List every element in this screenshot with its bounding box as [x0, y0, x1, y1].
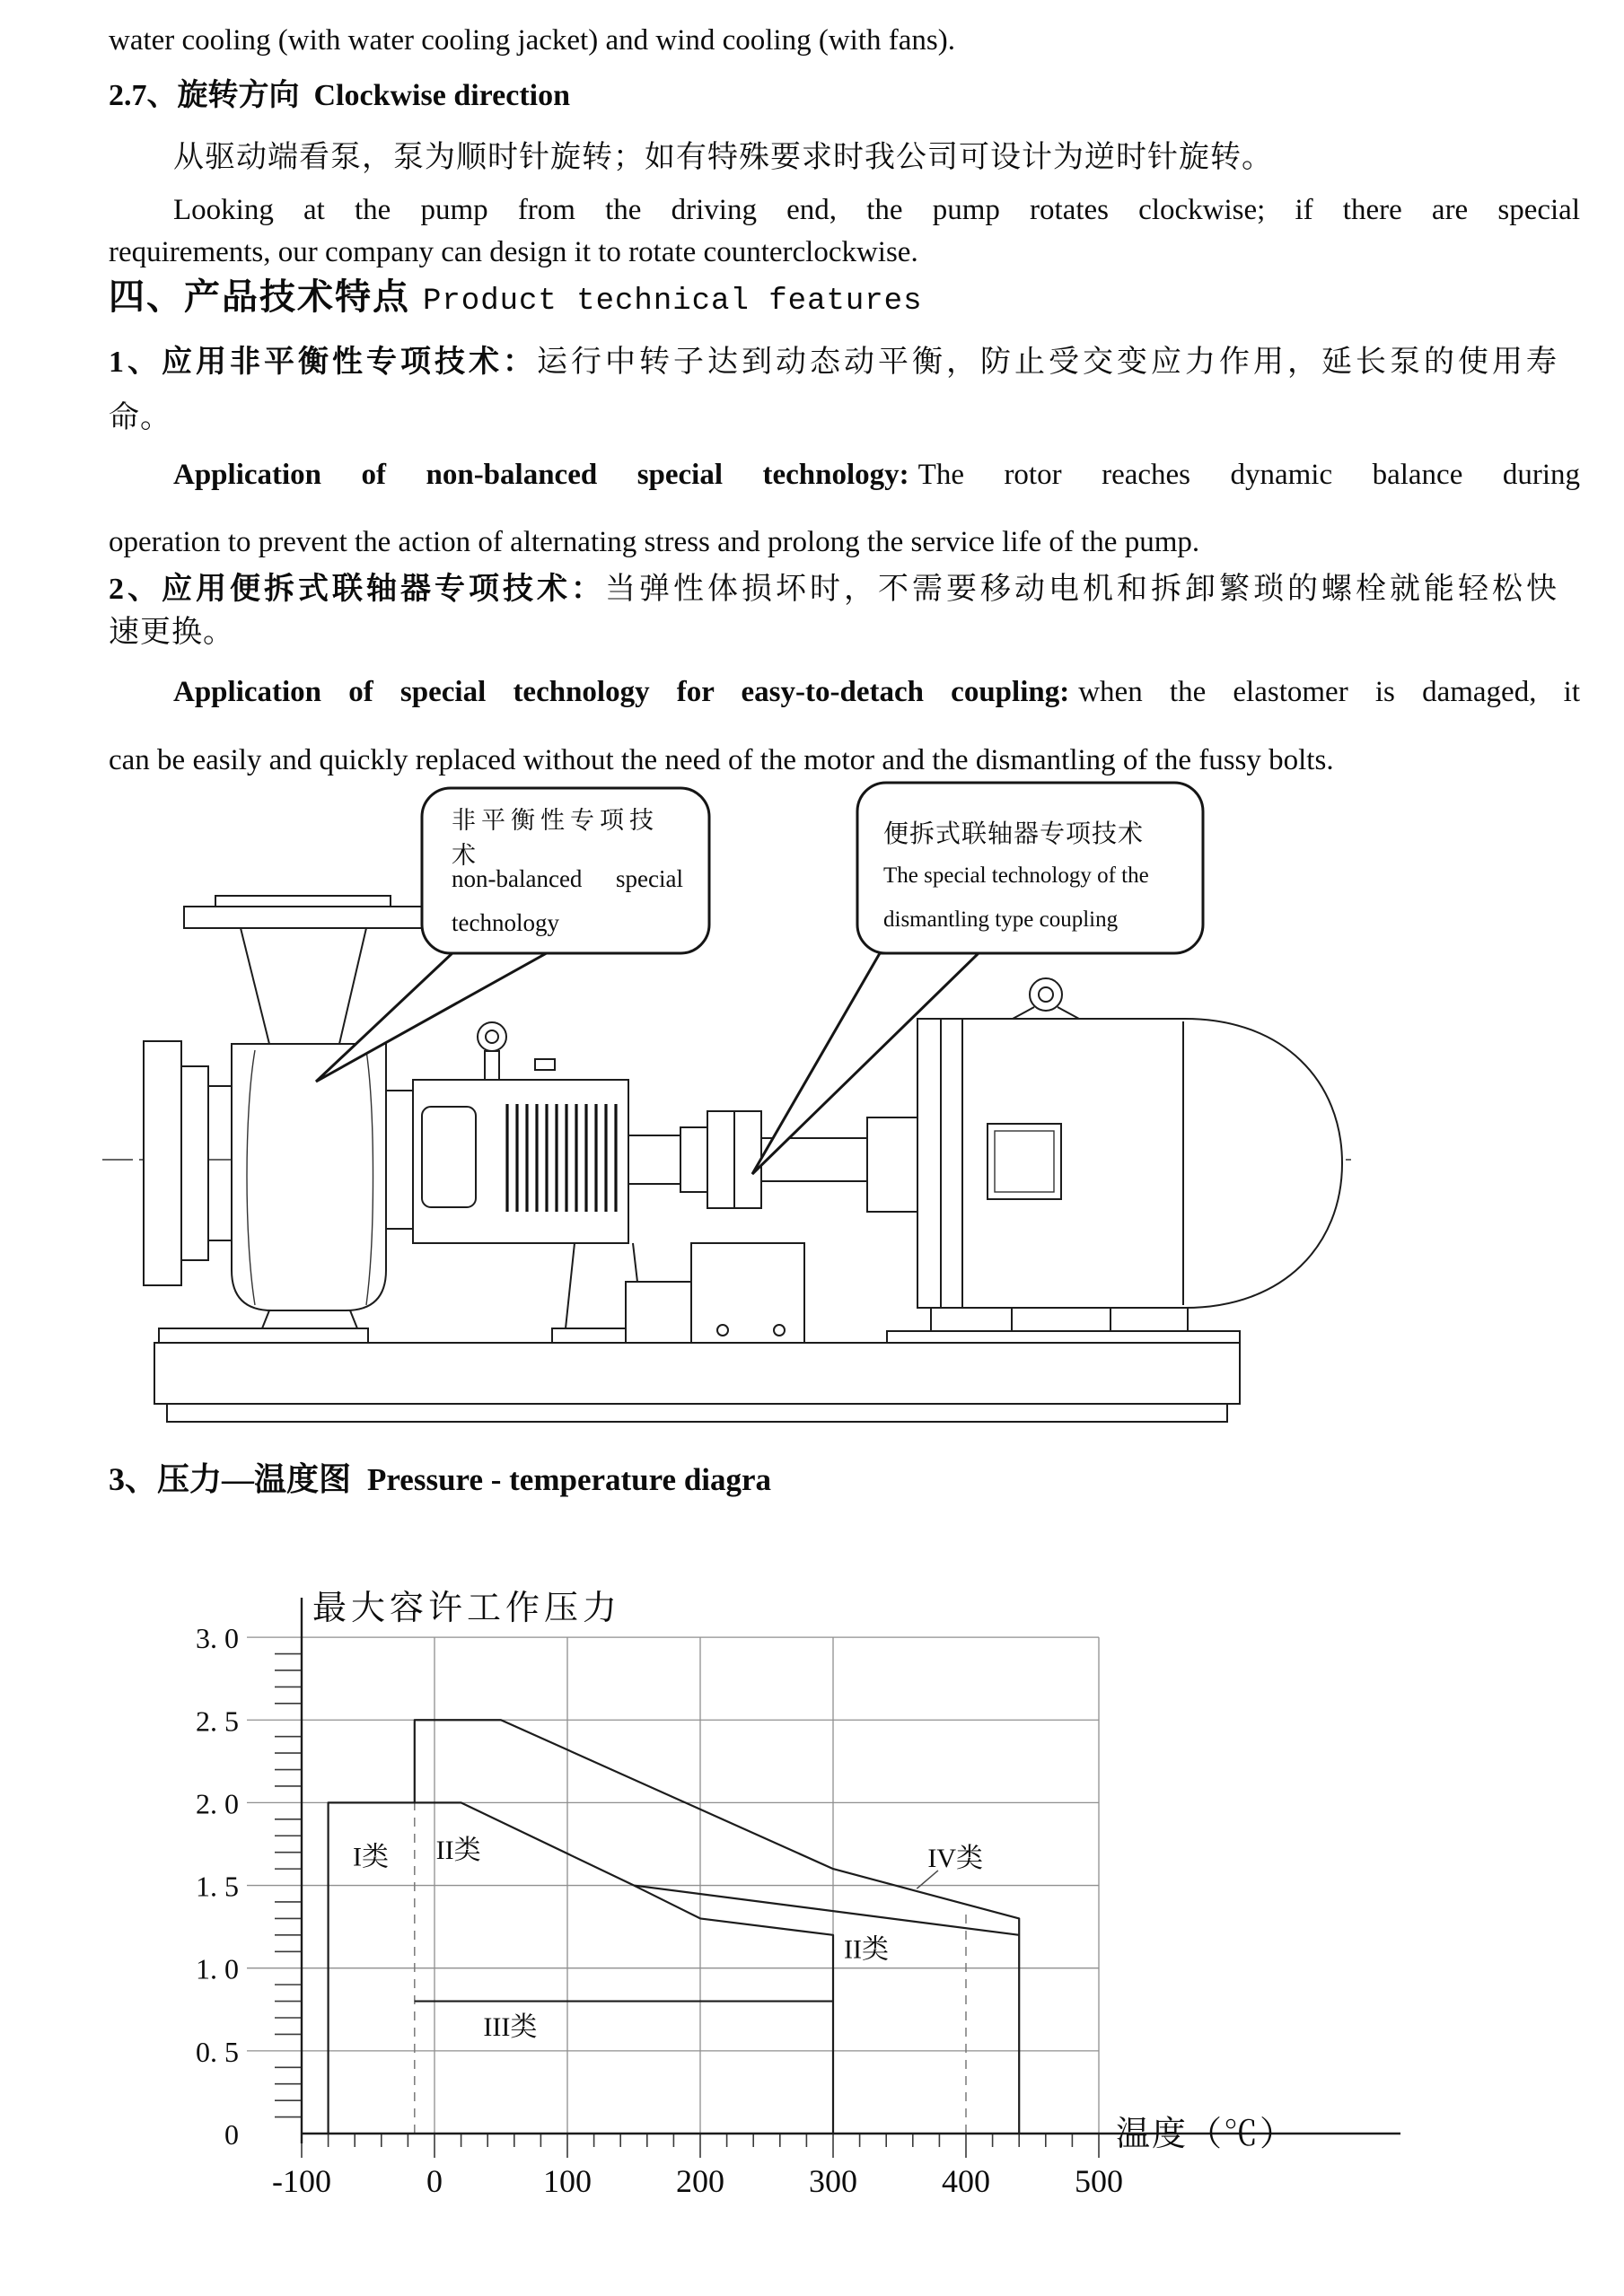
region-label: IV类 — [927, 1844, 983, 1874]
item1-zh-line1 — [109, 344, 1572, 381]
y-tick-label: 2. 5 — [196, 1704, 239, 1738]
x-tick-label: 400 — [942, 2163, 990, 2199]
item2-zh-rest: 当弹性体损坏时，不需要移动电机和拆卸繁琐的螺栓就能轻松快 — [605, 573, 1560, 606]
series-class-II-upper-branch — [634, 1886, 1019, 1935]
x-axis-label: 温度（℃） — [1116, 2116, 1296, 2153]
section-2-7-paragraph-en-line1: Looking at the pump from the driving end, the pump rotates clockwise; if there are special — [173, 194, 1580, 226]
pressure-temperature-chart — [0, 1562, 1624, 2271]
item1-en-rest: The rotor reaches dynamic balance during — [917, 459, 1580, 491]
motor-terminal-box — [988, 1124, 1061, 1199]
section-4-heading-en: Product technical features — [423, 285, 923, 319]
y-tick-label: 3. 0 — [196, 1622, 239, 1655]
item2-en-rest: when the elastomer is damaged, it — [1078, 676, 1580, 708]
item2-zh-lead: 2、应用便拆式联轴器专项技术： — [109, 573, 605, 606]
section-3-heading — [109, 1460, 1515, 1500]
section-4-heading — [109, 278, 1515, 320]
item1-zh-rest: 运行中转子达到动态动平衡，防止受交变应力作用，延长泵的使用寿 — [537, 346, 1560, 379]
y-tick-label: 2. 0 — [196, 1787, 239, 1820]
series-class-II-lower-branch — [634, 1886, 833, 2134]
section-2-7-paragraph-en-line2: requirements, our company can design it to rotate counterclockwise. — [109, 236, 918, 268]
bearing-frame — [413, 1022, 655, 1343]
seal-housing — [386, 1091, 413, 1229]
item1-zh-line2: 命。 — [109, 401, 171, 434]
motor-foot — [931, 1308, 1012, 1331]
callout-right-text — [883, 810, 1192, 942]
item1-en-lead: Application of non-balanced special technology: — [173, 459, 909, 491]
item2-zh-line1 — [109, 571, 1572, 609]
x-tick-label: 200 — [676, 2163, 724, 2199]
section-2-7-paragraph-zh: 从驱动端看泵，泵为顺时针旋转；如有特殊要求时我公司可设计为逆时针旋转。 — [173, 141, 1273, 174]
item1-en-line1 — [109, 456, 1580, 494]
intro-line: water cooling (with water cooling jacket) and wind cooling (with fans). — [109, 24, 955, 57]
coupling-pedestal — [691, 1243, 804, 1343]
pump-casing — [232, 1044, 386, 1328]
section-2-7-heading-en: Clockwise direction — [313, 79, 571, 112]
section-3-heading-zh: 3、压力—温度图 — [109, 1461, 352, 1497]
item2-en-line1 — [109, 673, 1580, 711]
motor-lifting-eye-icon — [1030, 978, 1062, 1011]
callout-left-en-line2: technology — [452, 909, 559, 936]
item2-en-line2: can be easily and quickly replaced without the need of the motor and the dismantling of the fussy bolts. — [109, 744, 1334, 776]
x-tick-label: 300 — [809, 2163, 857, 2199]
callout-right-zh: 便拆式联轴器专项技术 — [883, 819, 1145, 848]
x-tick-label: 100 — [543, 2163, 592, 2199]
motor — [917, 978, 1342, 1331]
y-tick-label: 1. 5 — [196, 1870, 239, 1903]
suction-flange — [144, 1041, 232, 1285]
x-tick-label: 500 — [1075, 2163, 1123, 2199]
support-column — [626, 1282, 691, 1343]
section-3-heading-en: Pressure - temperature diagra — [367, 1462, 772, 1497]
x-tick-label: 0 — [426, 2163, 443, 2199]
motor-foot — [1110, 1308, 1188, 1331]
section-4-heading-zh: 四、产品技术特点 — [109, 276, 410, 317]
item1-zh-lead: 1、应用非平衡性专项技术： — [109, 346, 537, 379]
chart-title: 最大容许工作压力 — [312, 1590, 622, 1627]
y-tick-label: 0 — [224, 2118, 239, 2151]
series-class-IV-envelope — [415, 1720, 1019, 2134]
item1-en-line2: operation to prevent the action of alternating stress and prolong the service life of the pump. — [109, 526, 1200, 558]
coupling — [628, 1111, 917, 1212]
callout-left-text — [452, 806, 683, 945]
callout-left-en-word2: special — [616, 865, 683, 892]
region-label: II类 — [844, 1934, 889, 1965]
callout-left-en-word1: non-balanced — [452, 865, 583, 892]
lifting-eye-icon — [478, 1022, 506, 1051]
region-label: II类 — [435, 1836, 481, 1866]
callout-right-en-line1: The special technology of the — [883, 863, 1149, 888]
x-tick-label: -100 — [272, 2163, 331, 2199]
section-2-7-heading — [109, 77, 1515, 115]
pump-assembly-figure — [0, 772, 1624, 1468]
item2-zh-line2: 速更换。 — [109, 616, 234, 649]
callout-left-zh: 非平衡性专项技术 — [452, 806, 659, 869]
section-2-7-heading-zh: 2.7、旋转方向 — [109, 79, 300, 112]
item2-en-lead: Application of special technology for easy-to-detach coupling: — [173, 676, 1070, 708]
y-tick-label: 1. 0 — [196, 1952, 239, 1985]
y-tick-label: 0. 5 — [196, 2035, 239, 2068]
region-label: III类 — [483, 2012, 538, 2043]
callout-right-en-line2: dismantling type coupling — [883, 907, 1119, 932]
region-label: I类 — [352, 1842, 389, 1872]
